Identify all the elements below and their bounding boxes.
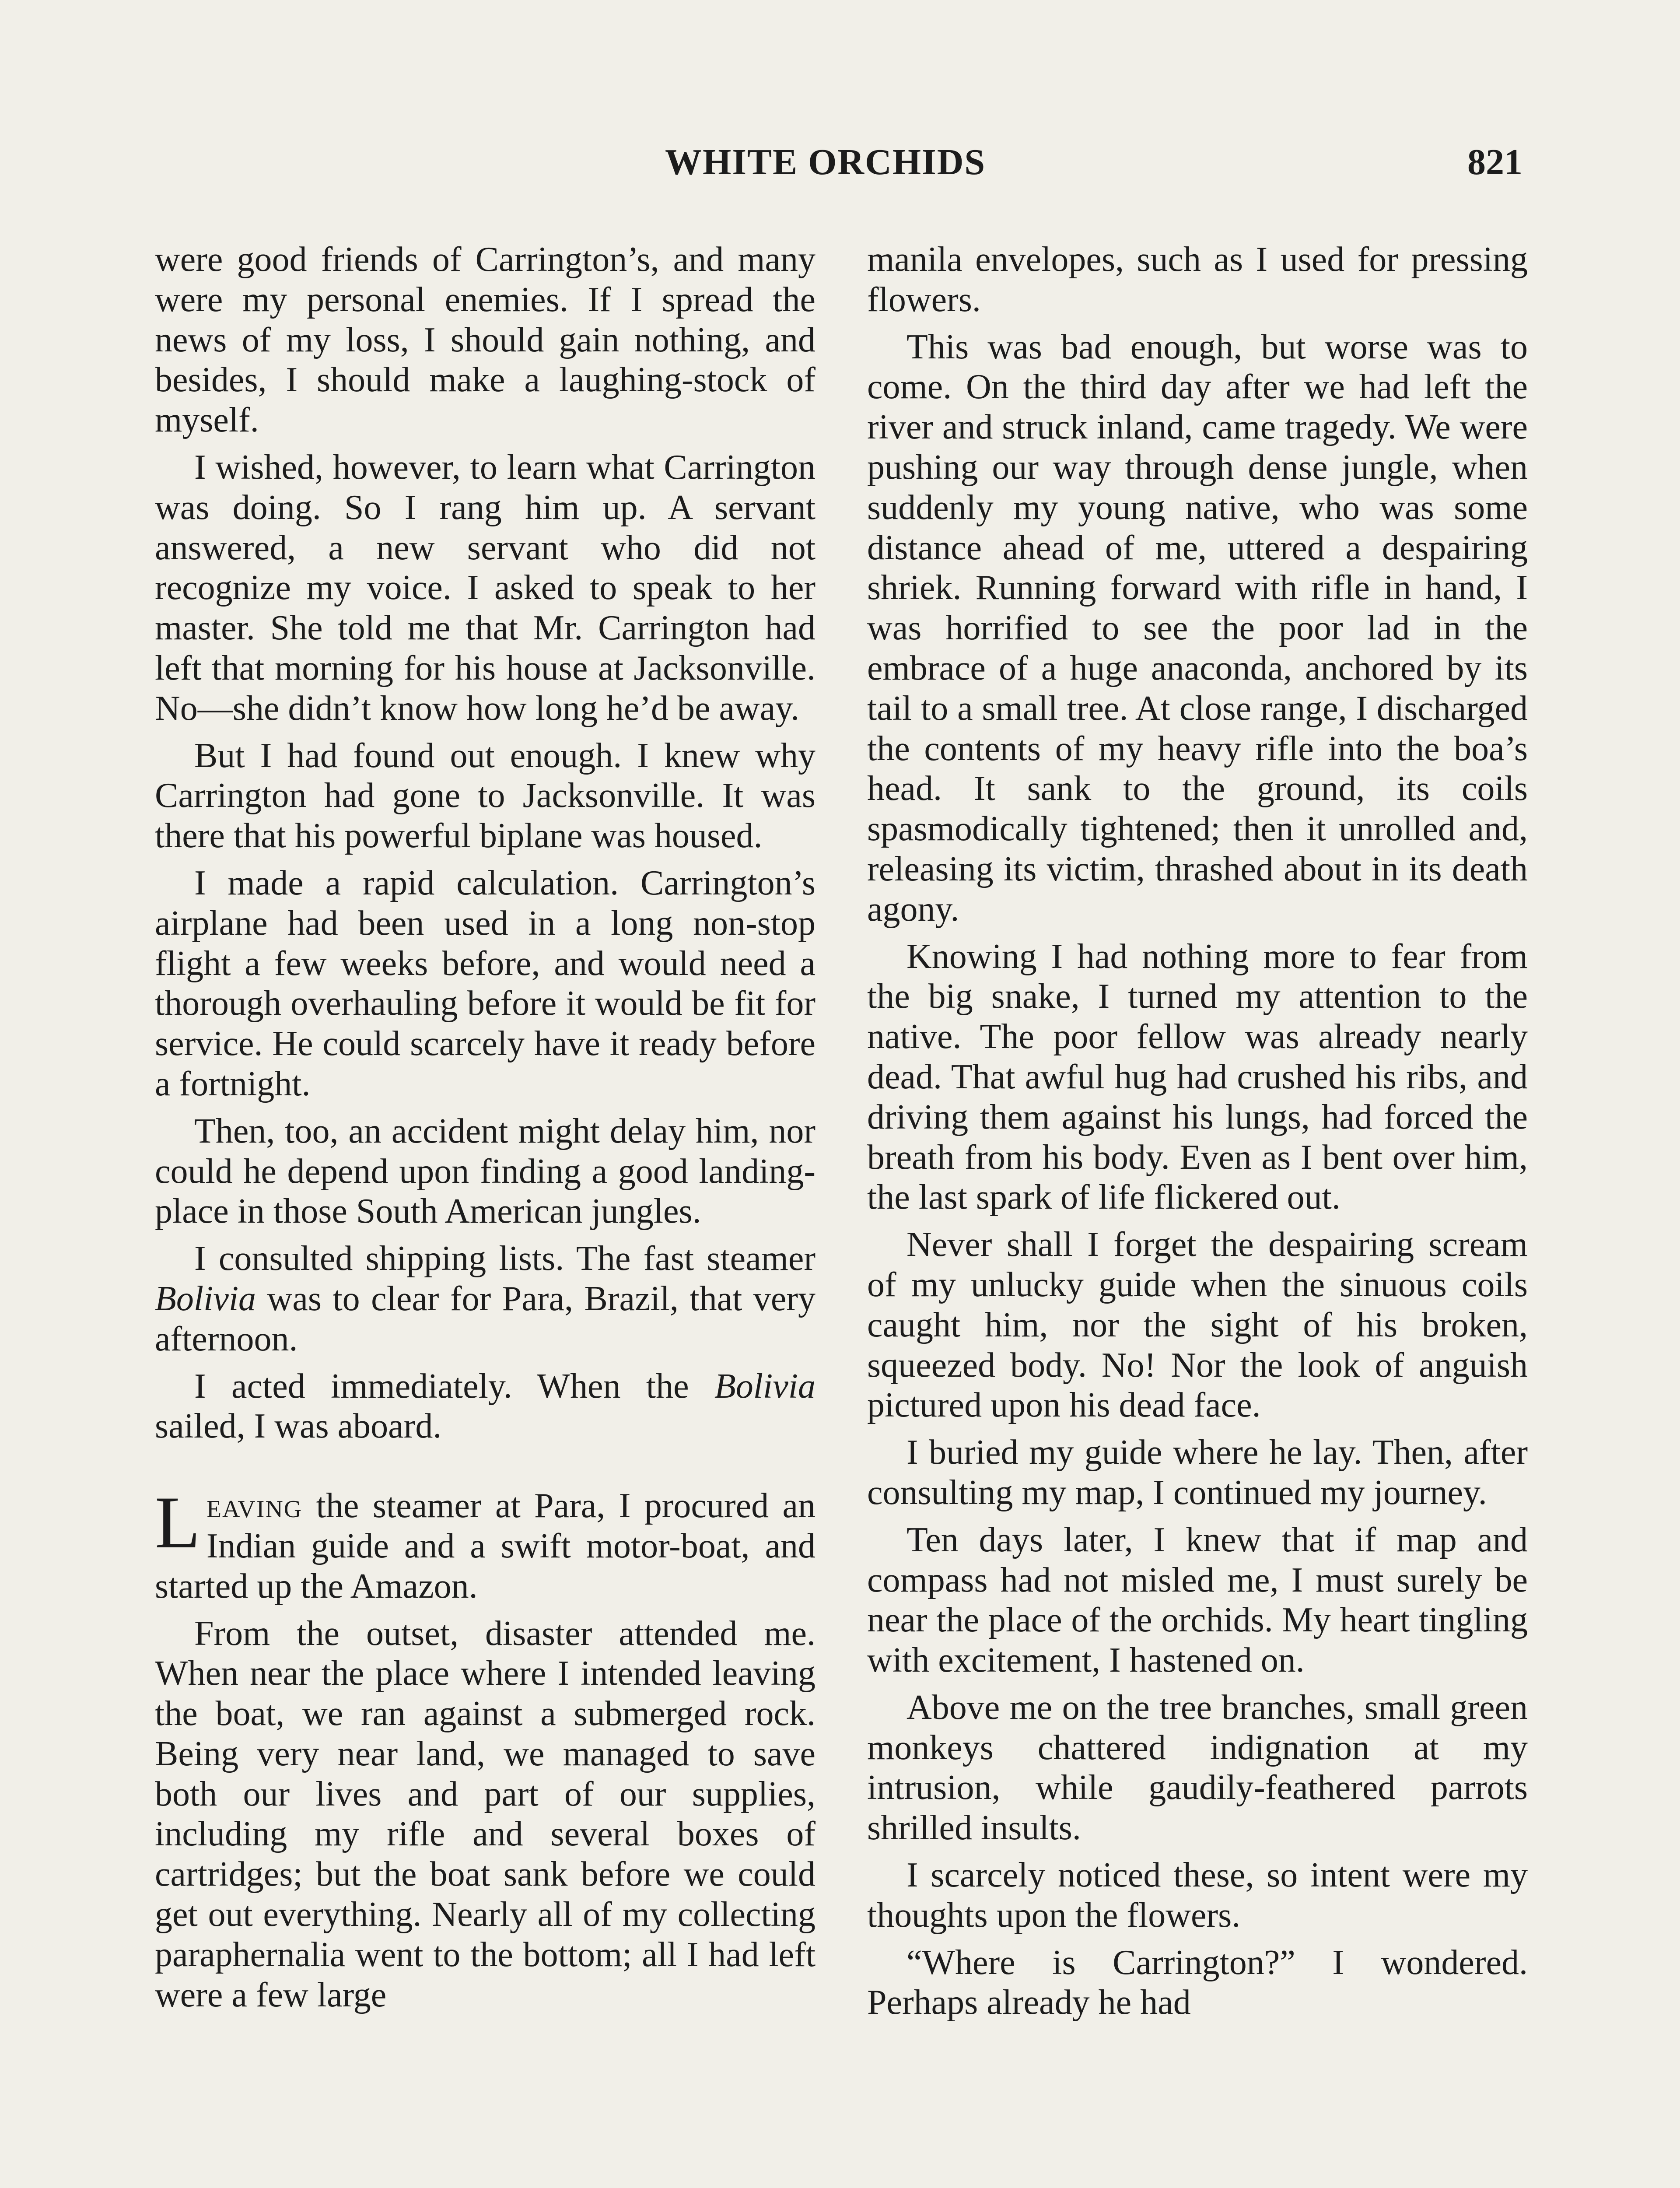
paragraph: Ten days later, I knew that if map and compass had not misled me, I must surely be near the place of the orchids. My heart tingling with excitement, I hastened on. [867, 1520, 1528, 1680]
ship-name: Bolivia [155, 1279, 256, 1318]
paragraph: were good friends of Carrington’s, and many were my personal enemies. If I spread the news of my loss, I should gain nothing, and besides, I should make a laughing-stock of myself. [155, 240, 816, 440]
paragraph: Above me on the tree branches, small green monkeys chattered indignation at my intrusion, while gaudily-feathered parrots shrilled insults. [867, 1688, 1528, 1848]
paragraph: I scarcely noticed these, so intent were my thoughts upon the flowers. [867, 1856, 1528, 1935]
text-run: I acted immediately. When the [194, 1367, 714, 1406]
text-run: was to clear for Para, Brazil, that very afternoon. [155, 1279, 816, 1358]
right-column [867, 240, 1528, 2030]
drop-cap: L [155, 1481, 200, 1564]
paragraph [155, 1367, 816, 1447]
paragraph: Then, too, an accident might delay him, nor could he depend upon finding a good landing-place in those South American jungles. [155, 1112, 816, 1231]
small-caps-lead: eaving [206, 1487, 303, 1525]
paragraph: This was bad enough, but worse was to come. On the third day after we had left the river and struck inland, came tragedy. We were pushing our way through dense jungle, when suddenly my young native, who was some distance ahead of me, uttered a despairing shriek. Running forward with rifle in hand, I was horrified to see the poor lad in the embrace of a huge anaconda, anchored by its tail to a small tree. At close range, I discharged the contents of my heavy rifle into the boa’s head. It sank to the ground, its coils spasmodically tightened; then it unrolled and, releasing its victim, thrashed about in its death agony. [867, 327, 1528, 929]
paragraph: manila envelopes, such as I used for pressing flowers. [867, 240, 1528, 319]
paragraph: But I had found out enough. I knew why Carrington had gone to Jacksonville. It was there that his powerful biplane was housed. [155, 736, 816, 856]
paragraph [155, 1239, 816, 1359]
text-run: I consulted shipping lists. The fast steamer [194, 1239, 816, 1278]
ship-name: Bolivia [714, 1367, 816, 1406]
text-run: the steamer at Para, I procured an Indian guide and a swift motor-boat, and started up the Amazon. [155, 1487, 816, 1606]
paragraph: Knowing I had nothing more to fear from the big snake, I turned my attention to the native. The poor fellow was already nearly dead. That awful hug had crushed his ribs, and driving them against his lungs, had forced the breath from his body. Even as I bent over him, the last spark of life flickered out. [867, 937, 1528, 1217]
paragraph: I wished, however, to learn what Carrington was doing. So I rang him up. A servant answered, a new servant who did not recognize my voice. I asked to speak to her master. She told me that Mr. Carrington had left that morning for his house at Jacksonville. No—she didn’t know how long he’d be away. [155, 448, 816, 728]
running-head: WHITE ORCHIDS [665, 142, 986, 182]
text-run: sailed, I was aboard. [155, 1407, 442, 1446]
page-number: 821 [1467, 142, 1522, 182]
section-opening-paragraph [155, 1481, 816, 1606]
paragraph: I made a rapid calculation. Carrington’s airplane had been used in a long non-stop flight a few weeks before, and would need a thorough overhauling before it would be fit for service. He could scarcely have it ready before a fortnight. [155, 863, 816, 1103]
paragraph: Never shall I forget the despairing scream of my unlucky guide when the sinuous coils caught him, nor the sight of his broken, squeezed body. No! Nor the look of anguish pictured upon his dead face. [867, 1225, 1528, 1425]
left-column [155, 240, 816, 2022]
paragraph: “Where is Carrington?” I wondered. Perhaps already he had [867, 1943, 1528, 2022]
paragraph: I buried my guide where he lay. Then, after consulting my map, I continued my journey. [867, 1433, 1528, 1512]
paragraph: From the outset, disaster attended me. When near the place where I intended leaving the boat, we ran against a submerged rock. Being very near land, we managed to save both our lives and part of our supplies, including my rifle and several boxes of cartridges; but the boat sank before we could get out everything. Nearly all of my collecting paraphernalia went to the bottom; all I had left were a few large [155, 1614, 816, 2014]
